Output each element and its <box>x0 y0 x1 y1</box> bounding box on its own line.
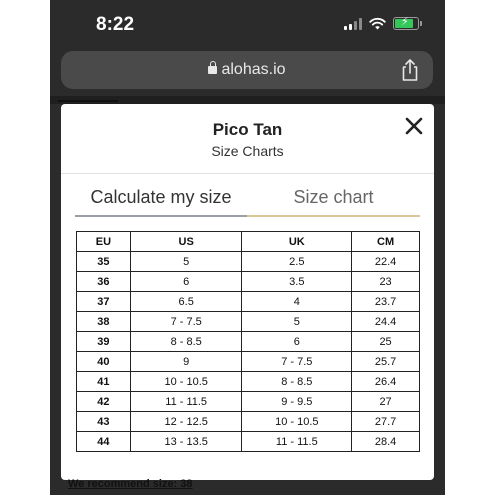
cell-cm: 22.4 <box>352 252 420 272</box>
cell-eu: 44 <box>77 432 131 452</box>
cell-us: 12 - 12.5 <box>130 412 242 432</box>
share-icon[interactable] <box>399 58 421 82</box>
cell-cm: 23.7 <box>352 292 420 312</box>
cell-us: 5 <box>130 252 242 272</box>
cell-uk: 3.5 <box>242 272 352 292</box>
column-header-us: US <box>130 232 242 252</box>
cell-cm: 28.4 <box>352 432 420 452</box>
modal-header <box>61 104 434 174</box>
cell-us: 11 - 11.5 <box>130 392 242 412</box>
cell-eu: 39 <box>77 332 131 352</box>
cell-eu: 37 <box>77 292 131 312</box>
size-chart-table <box>76 231 420 452</box>
column-header-uk: UK <box>242 232 352 252</box>
cell-uk: 9 - 9.5 <box>242 392 352 412</box>
wifi-icon <box>369 17 386 30</box>
cell-us: 13 - 13.5 <box>130 432 242 452</box>
cell-eu: 38 <box>77 312 131 332</box>
cell-us: 9 <box>130 352 242 372</box>
table-row <box>77 352 420 372</box>
url-text: alohas.io <box>221 61 286 78</box>
column-header-eu: EU <box>77 232 131 252</box>
status-time: 8:22 <box>96 14 135 35</box>
battery-charging-icon: ⚡ <box>393 17 419 30</box>
phone-screen <box>50 0 445 495</box>
url-display[interactable] <box>61 61 433 79</box>
table-row <box>77 392 420 412</box>
tab-label: Size chart <box>293 187 374 207</box>
modal-subtitle: Size Charts <box>211 143 284 159</box>
tab-label: Calculate my size <box>90 187 232 207</box>
table-row <box>77 332 420 352</box>
cell-uk: 5 <box>242 312 352 332</box>
backdrop-divider <box>58 100 118 102</box>
table-row <box>77 432 420 452</box>
status-icons <box>344 17 419 30</box>
cell-uk: 4 <box>242 292 352 312</box>
cell-uk: 2.5 <box>242 252 352 272</box>
modal-title: Pico Tan <box>212 120 283 139</box>
cell-uk: 7 - 7.5 <box>242 352 352 372</box>
table-header-row <box>77 232 420 252</box>
cell-cm: 25.7 <box>352 352 420 372</box>
cell-eu: 41 <box>77 372 131 392</box>
table-row <box>77 412 420 432</box>
signal-icon <box>344 18 362 30</box>
cell-cm: 23 <box>352 272 420 292</box>
size-recommendation-text[interactable]: We recommend size: 38 <box>68 478 193 490</box>
tab-size-chart[interactable] <box>247 184 420 217</box>
cell-us: 6 <box>130 272 242 292</box>
table-row <box>77 252 420 272</box>
cell-us: 6.5 <box>130 292 242 312</box>
cell-eu: 43 <box>77 412 131 432</box>
cell-us: 10 - 10.5 <box>130 372 242 392</box>
cell-uk: 8 - 8.5 <box>242 372 352 392</box>
cell-uk: 6 <box>242 332 352 352</box>
table-row <box>77 312 420 332</box>
table-row <box>77 292 420 312</box>
size-tabs <box>75 184 420 217</box>
cell-cm: 25 <box>352 332 420 352</box>
table-row <box>77 272 420 292</box>
cell-eu: 36 <box>77 272 131 292</box>
lock-icon <box>208 66 217 74</box>
cell-cm: 26.4 <box>352 372 420 392</box>
size-chart-modal <box>61 104 434 480</box>
cell-eu: 42 <box>77 392 131 412</box>
cell-us: 7 - 7.5 <box>130 312 242 332</box>
cell-uk: 11 - 11.5 <box>242 432 352 452</box>
address-bar[interactable] <box>61 51 433 89</box>
cell-eu: 40 <box>77 352 131 372</box>
close-icon[interactable] <box>404 116 424 136</box>
table-body <box>77 252 420 452</box>
cell-cm: 24.4 <box>352 312 420 332</box>
table-row <box>77 372 420 392</box>
cell-eu: 35 <box>77 252 131 272</box>
cell-cm: 27 <box>352 392 420 412</box>
column-header-cm: CM <box>352 232 420 252</box>
cell-uk: 10 - 10.5 <box>242 412 352 432</box>
cell-us: 8 - 8.5 <box>130 332 242 352</box>
tab-calculate-my-size[interactable] <box>75 184 247 217</box>
status-bar <box>50 0 445 50</box>
cell-cm: 27.7 <box>352 412 420 432</box>
